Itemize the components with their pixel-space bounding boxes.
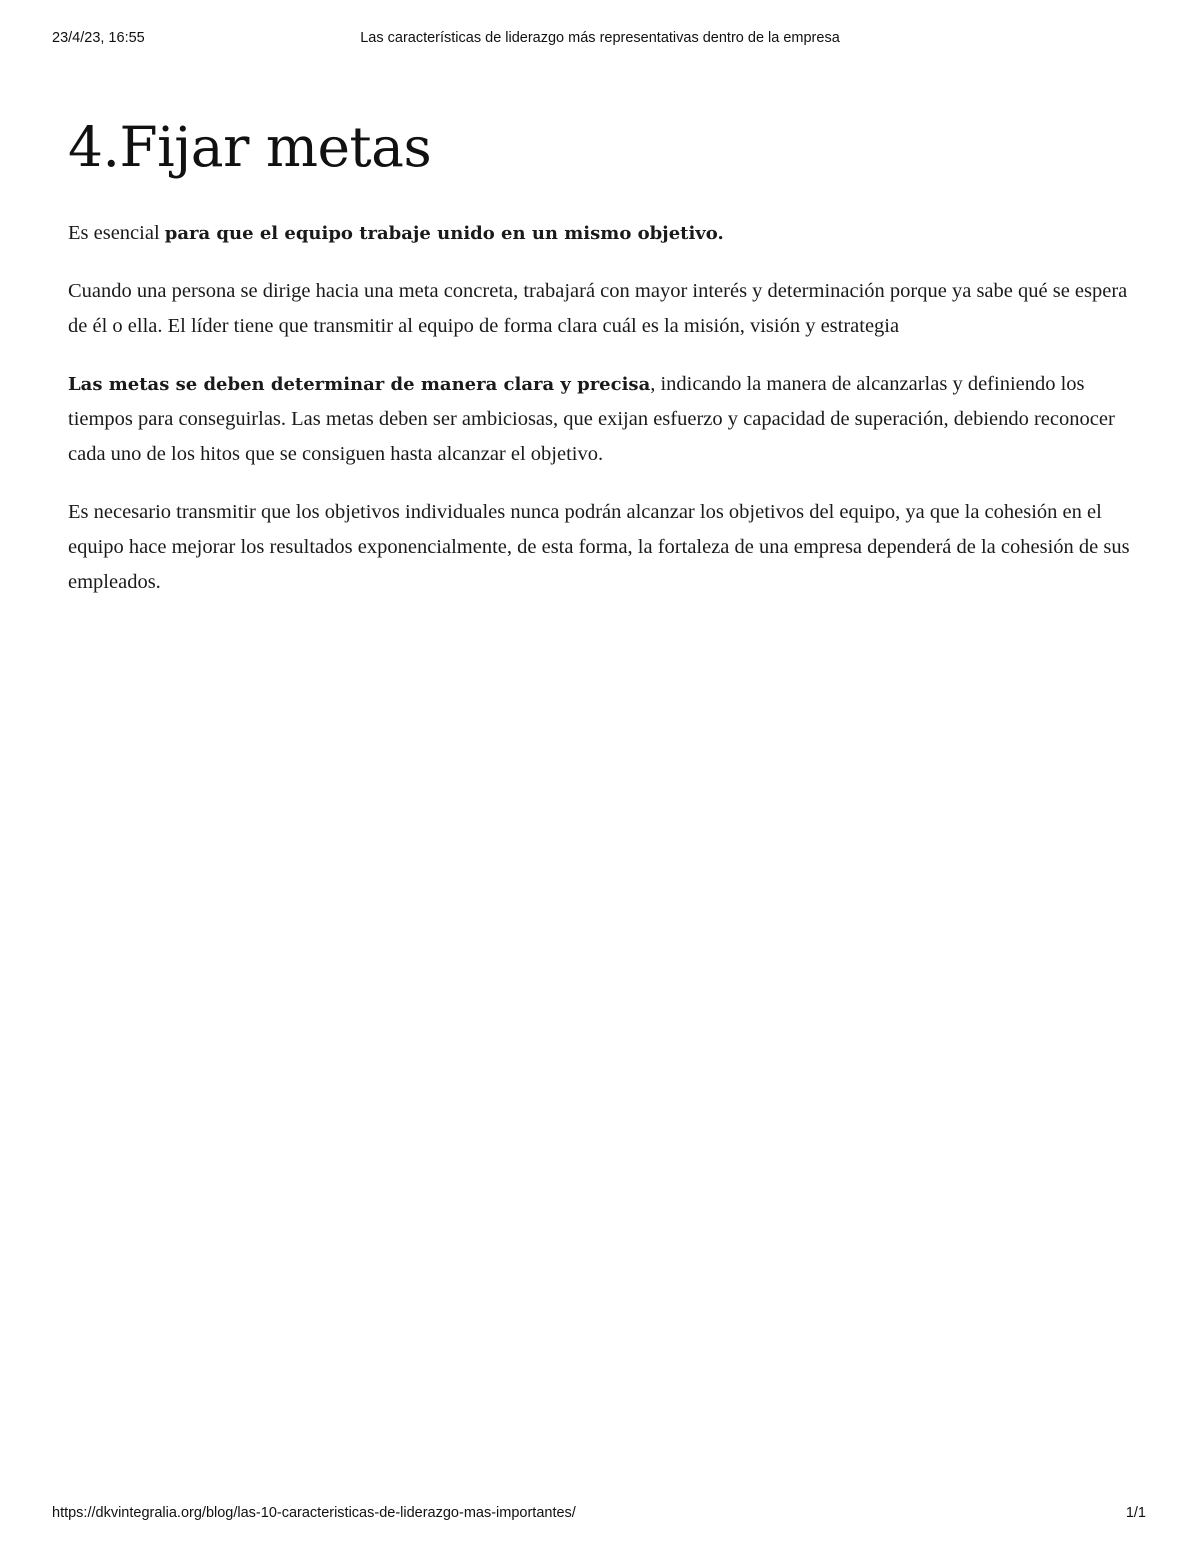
- print-document-title: Las características de liderazgo más representativas dentro de la empresa: [360, 30, 840, 46]
- paragraph-2: [68, 274, 1132, 344]
- paragraph-1-lead: Es esencial: [68, 222, 165, 244]
- paragraph-2-lead: Cuando una persona se dirige hacia una meta concreta, trabajará con mayor interés y determinación porque ya sabe qué se espera de él o ella. El líder tiene que transmitir al equipo de forma clara cuál es la misión, visión y estrategia: [68, 280, 1128, 337]
- paragraph-3-bold: Las metas se deben determinar de manera clara y precisa: [68, 374, 651, 395]
- paragraph-1: [68, 216, 1132, 251]
- paragraph-3: [68, 367, 1132, 472]
- print-header: [0, 30, 1200, 50]
- section-heading: 4.Fijar metas: [68, 115, 432, 179]
- paragraph-4-lead: Es necesario transmitir que los objetivos individuales nunca podrán alcanzar los objetivos del equipo, ya que la cohesión en el equipo hace mejorar los resultados exponencialmente, de esta forma, la fortaleza de una empresa dependerá de la cohesión de sus empleados.: [68, 501, 1130, 593]
- print-datetime: 23/4/23, 16:55: [52, 30, 145, 46]
- paragraph-1-bold: para que el equipo trabaje unido en un mismo objetivo.: [164, 223, 724, 244]
- article-section: [68, 103, 1132, 623]
- print-footer: [0, 1505, 1200, 1525]
- print-page-number: 1/1: [1125, 1505, 1146, 1521]
- paragraph-3-rest: , indicando la manera de alcanzarlas y definiendo los tiempos para conseguirlas. Las metas deben ser ambiciosas, que exijan esfuerzo y capacidad de superación, debiendo reconocer cada uno de los hitos que se consiguen hasta alcanzar el objetivo.: [68, 373, 1115, 465]
- print-source-url: https://dkvintegralia.org/blog/las-10-caracteristicas-de-liderazgo-mas-importantes/: [52, 1505, 576, 1521]
- paragraph-4: [68, 495, 1132, 600]
